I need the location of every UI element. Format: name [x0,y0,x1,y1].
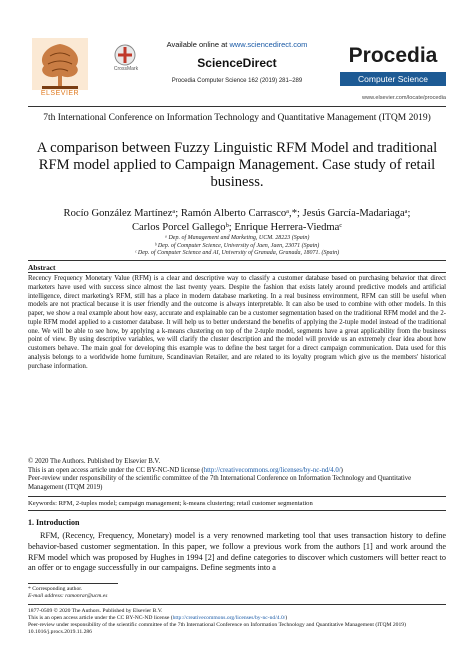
keywords-bottom-rule [28,510,446,511]
license-block [28,458,446,492]
introduction-body: RFM, (Recency, Frequency, Monetary) model is a very renowned marketing tool that uses transaction history to define behavior-based customer segmentation. In this paper, we follow a previous work from the authors [1] and work around the RFM model which was proposed by Hughes in 1994 [2] and define categories to discover which customers will better react to an offer or to engage successfully in our campaigns. Define segments into a [28,531,446,573]
issn-line: 1877-0509 © 2020 The Authors. Published by Elsevier B.V. [28,608,163,614]
elsevier-wordmark: ELSEVIER [40,90,80,97]
bottom-peer-review: Peer-review under responsibility of the scientific committee of the 7th International Conference on Information Technology and Quantitative Management (ITQM 2019) [28,622,406,629]
available-prefix: Available online at [166,40,228,49]
bottom-metadata [28,608,446,636]
license-suffix: ) [340,466,343,474]
procedia-title: Procedia [348,44,438,67]
available-online [136,40,338,49]
keywords: Keywords: RFM, 2-tuples model; campaign management; k-means clustering; retail customer segmentation [28,500,313,507]
email-line [28,593,446,600]
abstract-heading: Abstract [28,263,56,272]
procedia-url[interactable]: www.elsevier.com/locate/procedia [362,95,446,101]
abstract-top-rule [28,260,446,261]
bottom-license-suffix: ) [285,615,288,622]
license-prefix: This is an open access article under the CC BY-NC-ND license ( [28,466,204,474]
affiliation-a: ᵃ Dep. of Management and Marketing, UCM. 28223 (Spain) [164,235,310,241]
affiliation-b: ᵇ Dep. of Computer Science, University of Jaen, Jaen, 23071 (Spain) [154,242,320,249]
license-line [28,467,446,476]
abstract-heading-rule [28,272,446,273]
peer-review-line: Peer-review under responsibility of the scientific committee of the 7th International Conference on Information Technology and Quantitative Management (ITQM 2019) [28,475,412,491]
bottom-license-prefix: This is an open access article under the CC BY-NC-ND license ( [28,615,173,622]
corresponding-author-note: * Corresponding author. [28,586,83,592]
email-label: E-mail address: [28,593,64,600]
abstract-body: Recency Frequency Monetary Value (RFM) is a clear and descriptive way to classify a customer database based on purchasing behavior that direct marketers have used with success since almost the last twenty years. Despite the fashion that exists lately around predictive models and artificial intelligence, direct marketing's RFM, still has a place in modern database marketing. In a real business environment, RFM can still be useful when models are not practical because it is user friendly and the outcome is always interpretable. It can also be used to combine with other models. In this paper, we show a real example about how easy, accurate and explainable can be a customer segmentation based on the traditional RFM model and the 2-tuple RFM model applied to a customer database. It will help us to better understand the benefits of applying the 2-tuple model instead of the traditional one. We will be able to see how, by applying a k-means clustering on top of the 2-tuple model, segments have a great applicability from the business point of view. By using descriptive variables, we will clarify the cluster description and the model will provide us an extremely clear idea about how customers behave. The main goal for developing this example was to define the best target for a direct campaign communication. Data used for this analysis belongs to a worldwide home furniture, Scandinavian Retailer, and are related to its loyalty program which give us the members' historical purchase information. [28,275,446,370]
journal-reference: Procedia Computer Science 162 (2019) 281–289 [171,78,303,84]
crossmark-icon[interactable] [114,44,136,66]
introduction-heading: 1. Introduction [28,518,80,527]
sciencedirect-brand: ScienceDirect [197,56,277,70]
copyright-line: © 2020 The Authors. Published by Elsevier B.V. [28,458,161,465]
doi-line[interactable]: 10.1016/j.procs.2019.11.286 [28,629,92,636]
procedia-subtitle: Computer Science [340,72,446,86]
crossmark-label: CrossMark [113,66,139,72]
keywords-top-rule [28,496,446,497]
affiliation-c: ᶜ Dep. of Computer Science and AI, University of Granada, Granada, 18071. (Spain) [134,250,340,257]
paper-title: A comparison between Fuzzy Linguistic RFM Model and traditional RFM model applied to Campaign Management. Case study of retail business. [36,140,438,190]
authors-line-1: Rocío González Martínezᵃ; Ramón Alberto Carrascoᵃ,*; Jesús García-Madariagaᵃ; [63,208,411,219]
bottom-rule [28,604,446,605]
affiliations [28,235,446,258]
author-list [28,207,446,234]
sciencedirect-link[interactable]: www.sciencedirect.com [229,40,308,49]
header-divider [28,106,446,107]
email-address[interactable]: ramonrar@ucm.es [65,593,108,600]
footnote [28,586,446,600]
conference-name: 7th International Conference on Information Technology and Quantitative Management (ITQM 2019) [43,113,431,123]
license-link[interactable]: http://creativecommons.org/licenses/by-nc-nd/4.0/ [203,466,341,474]
bottom-license-link[interactable]: http://creativecommons.org/licenses/by-nc-nd/4.0/ [172,615,286,622]
elsevier-tree-logo [28,36,92,96]
footnote-rule [28,583,118,584]
authors-line-2: Carlos Porcel Gallegoᵇ; Enrique Herrera-Viedmaᶜ [131,221,343,233]
